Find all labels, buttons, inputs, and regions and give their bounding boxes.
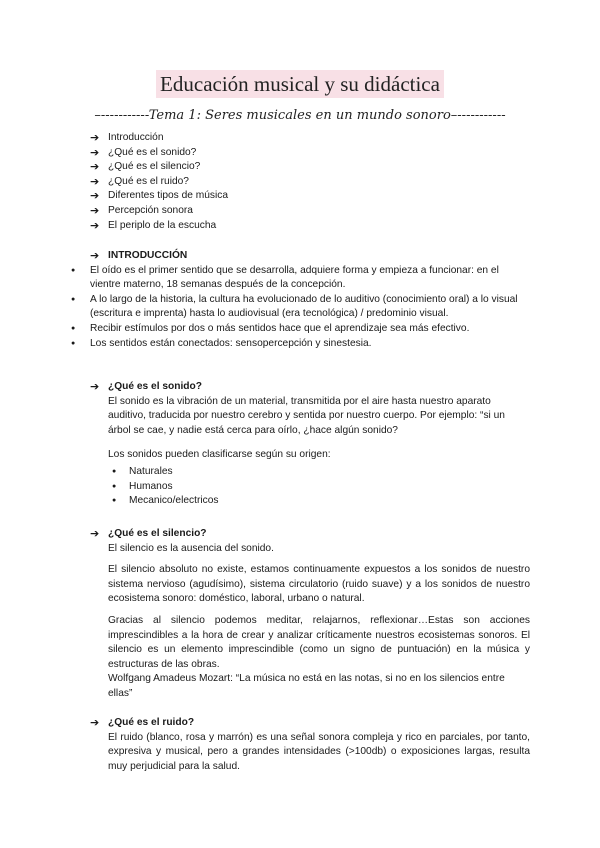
section-heading: ➔ INTRODUCCIÓN	[90, 250, 188, 262]
list-item: ● Humanos	[90, 480, 530, 495]
section-introduccion	[90, 249, 530, 351]
arrow-icon: ➔	[90, 528, 100, 540]
list-item: ● Los sentidos están conectados: sensopercepción y sinestesia.	[70, 337, 530, 352]
page-title: Educación musical y su didáctica	[156, 70, 444, 98]
toc-item: ➔ Percepción sonora	[90, 204, 193, 217]
arrow-icon: ➔	[90, 146, 100, 159]
paragraph: El silencio es la ausencia del sonido.	[108, 542, 274, 554]
list-item: ● El oído es el primer sentido que se desarrolla, adquiere forma y empieza a funcionar: en el vientre materno, 18 semanas después de la concepción.	[70, 264, 530, 293]
toc-item: ➔ ¿Qué es el sonido?	[90, 146, 197, 159]
section-heading: ➔ ¿Qué es el silencio?	[90, 528, 207, 540]
arrow-icon: ➔	[90, 219, 100, 232]
table-of-contents	[90, 131, 228, 233]
paragraph: El sonido es la vibración de un material, transmitida por el aire hasta nuestro aparato auditivo, traducida por nuestro cerebro y sentida por nuestro cuerpo. Por ejemplo: “si un árbol se cae, y nadie está cerca para oírlo, ¿hace algún sonido?	[108, 395, 505, 436]
section-heading: ➔ ¿Qué es el sonido?	[90, 381, 202, 393]
paragraph: El ruido (blanco, rosa y marrón) es una señal sonora compleja y rico en parciales, por tanto, expresiva y musical, pero a grandes intensidades (>100db) o exposiciones largas, resulta muy perjudicial para la salud.	[108, 731, 530, 772]
section-ruido	[90, 716, 530, 774]
section-silencio	[90, 527, 530, 702]
page-subtitle: –-----------Tema 1: Seres musicales en un mundo sonoro–-----------	[94, 108, 506, 123]
section-heading: ➔ ¿Qué es el ruido?	[90, 717, 195, 729]
toc-item: ➔ El periplo de la escucha	[90, 219, 217, 232]
toc-item: ➔ ¿Qué es el silencio?	[90, 161, 201, 174]
paragraph: Los sonidos pueden clasificarse según su origen:	[108, 449, 331, 461]
arrow-icon: ➔	[90, 161, 100, 174]
paragraph: Gracias al silencio podemos meditar, relajarnos, reflexionar…Estas son acciones imprescindibles a la hora de crear y analizar críticamente nuestros ecosistemas sonoros. El silencio es un elemento imprescindible (como un signo de puntuación) en la música y estructuras de las obras.	[108, 614, 530, 670]
arrow-icon: ➔	[90, 717, 100, 729]
list-item: ● Naturales	[90, 465, 530, 480]
sound-types-list	[90, 465, 530, 509]
arrow-icon: ➔	[90, 132, 100, 144]
quote: Wolfgang Amadeus Mozart: “La música no está en las notas, si no en los silencios entre ellas”	[108, 673, 505, 699]
list-item: ● Mecanico/electricos	[90, 494, 530, 509]
title-wrap	[0, 70, 600, 98]
toc-item: ➔ Diferentes tipos de música	[90, 190, 229, 203]
arrow-icon: ➔	[90, 381, 100, 393]
intro-bullets	[70, 264, 530, 352]
arrow-icon: ➔	[90, 250, 100, 262]
toc-item: ➔ ¿Qué es el ruido?	[90, 175, 189, 188]
arrow-icon: ➔	[90, 175, 100, 188]
arrow-icon: ➔	[90, 204, 100, 217]
arrow-icon: ➔	[90, 190, 100, 203]
paragraph: El silencio absoluto no existe, estamos continuamente expuestos a los sonidos de nuestro sistema nervioso (agudísimo), sistema circulatorio (ruido suave) y a los sonidos de nuestro ecosistema sonoro: doméstico, laboral, urbano o natural.	[108, 564, 530, 605]
toc-item: ➔ Introducción	[90, 132, 164, 144]
list-item: ● Recibir estímulos por dos o más sentidos hace que el aprendizaje sea más efectivo.	[70, 322, 530, 337]
list-item: ● A lo largo de la historia, la cultura ha evolucionado de lo auditivo (conocimiento oral) a lo visual (escritura e imprenta) hasta lo audiovisual (era tecnológica) / predominio visual.	[70, 293, 530, 322]
section-sonido	[90, 380, 530, 509]
